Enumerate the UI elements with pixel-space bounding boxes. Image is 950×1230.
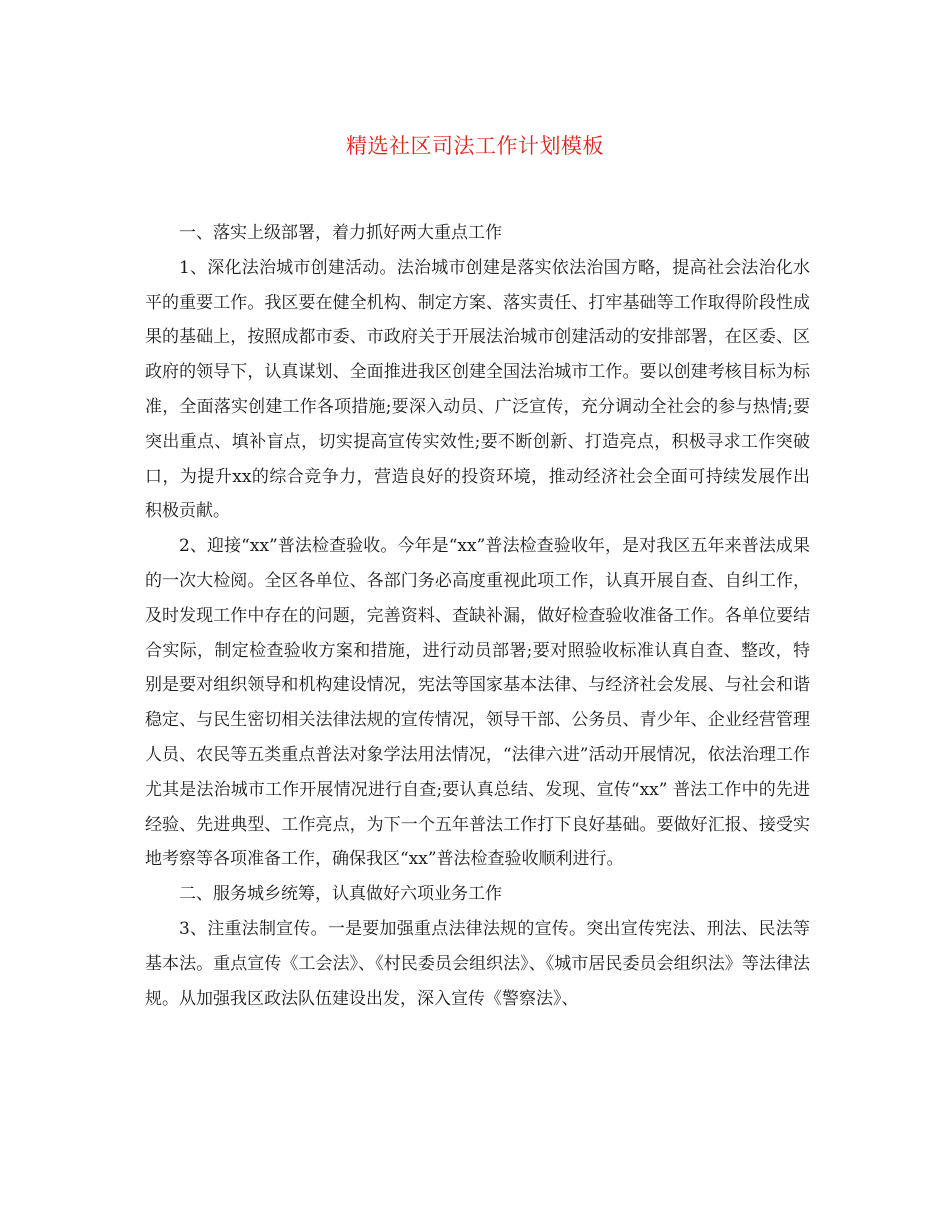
paragraph: 1、深化法治城市创建活动。法治城市创建是落实依法治国方略，提高社会法治化水平的重要工作。我区要在健全机构、制定方案、落实责任、打牢基础等工作取得阶段性成果的基础上，按照成都市委、市政府关于开展法治城市创建活动的安排部署，在区委、区政府的领导下，认真谋划、全面推进我区创建全国法治城市工作。要以创建考核目标为标准，全面落实创建工作各项措施;要深入动员、广泛宣传，充分调动全社会的参与热情;要突出重点、填补盲点，切实提高宣传实效性;要不断创新、打造亮点，积极寻求工作突破口，为提升xx的综合竞争力，营造良好的投资环境，推动经济社会全面可持续发展作出积极贡献。 (145, 257, 810, 522)
section-heading: 二、服务城乡统筹，认真做好六项业务工作 (179, 884, 502, 905)
paragraph: 3、注重法制宣传。一是要加强重点法律法规的宣传。突出宣传宪法、刑法、民法等基本法。重点宣传《工会法》、《村民委员会组织法》、《城市居民委员会组织法》等法律法规。从加强我区政法队伍建设出发，深入宣传《警察法》、 (145, 918, 810, 1009)
document-title: 精选社区司法工作计划模板 (346, 134, 604, 158)
section-heading: 一、落实上级部署，着力抓好两大重点工作 (179, 223, 502, 243)
paragraph: 2、迎接“xx”普法检查验收。今年是“xx”普法检查验收年，是对我区五年来普法成果的一次大检阅。全区各单位、各部门务必高度重视此项工作，认真开展自查、自纠工作，及时发现工作中存在的问题，完善资料、查缺补漏，做好检查验收准备工作。各单位要结合实际，制定检查验收方案和措施，进行动员部署;要对照验收标准认真自查、整改，特别是要对组织领导和机构建设情况，宪法等国家基本法律、与经济社会发展、与社会和谐稳定、与民生密切相关法律法规的宣传情况，领导干部、公务员、青少年、企业经营管理人员、农民等五类重点普法对象学法用法情况，“法律六进”活动开展情况，依法治理工作尤其是法治城市工作开展情况进行自查;要认真总结、发现、宣传“xx” 普法工作中的先进经验、先进典型、工作亮点，为下一个五年普法工作打下良好基础。要做好汇报、接受实地考察等各项准备工作，确保我区“xx”普法检查验收顺利进行。 (145, 536, 810, 870)
document-body (145, 216, 810, 1016)
